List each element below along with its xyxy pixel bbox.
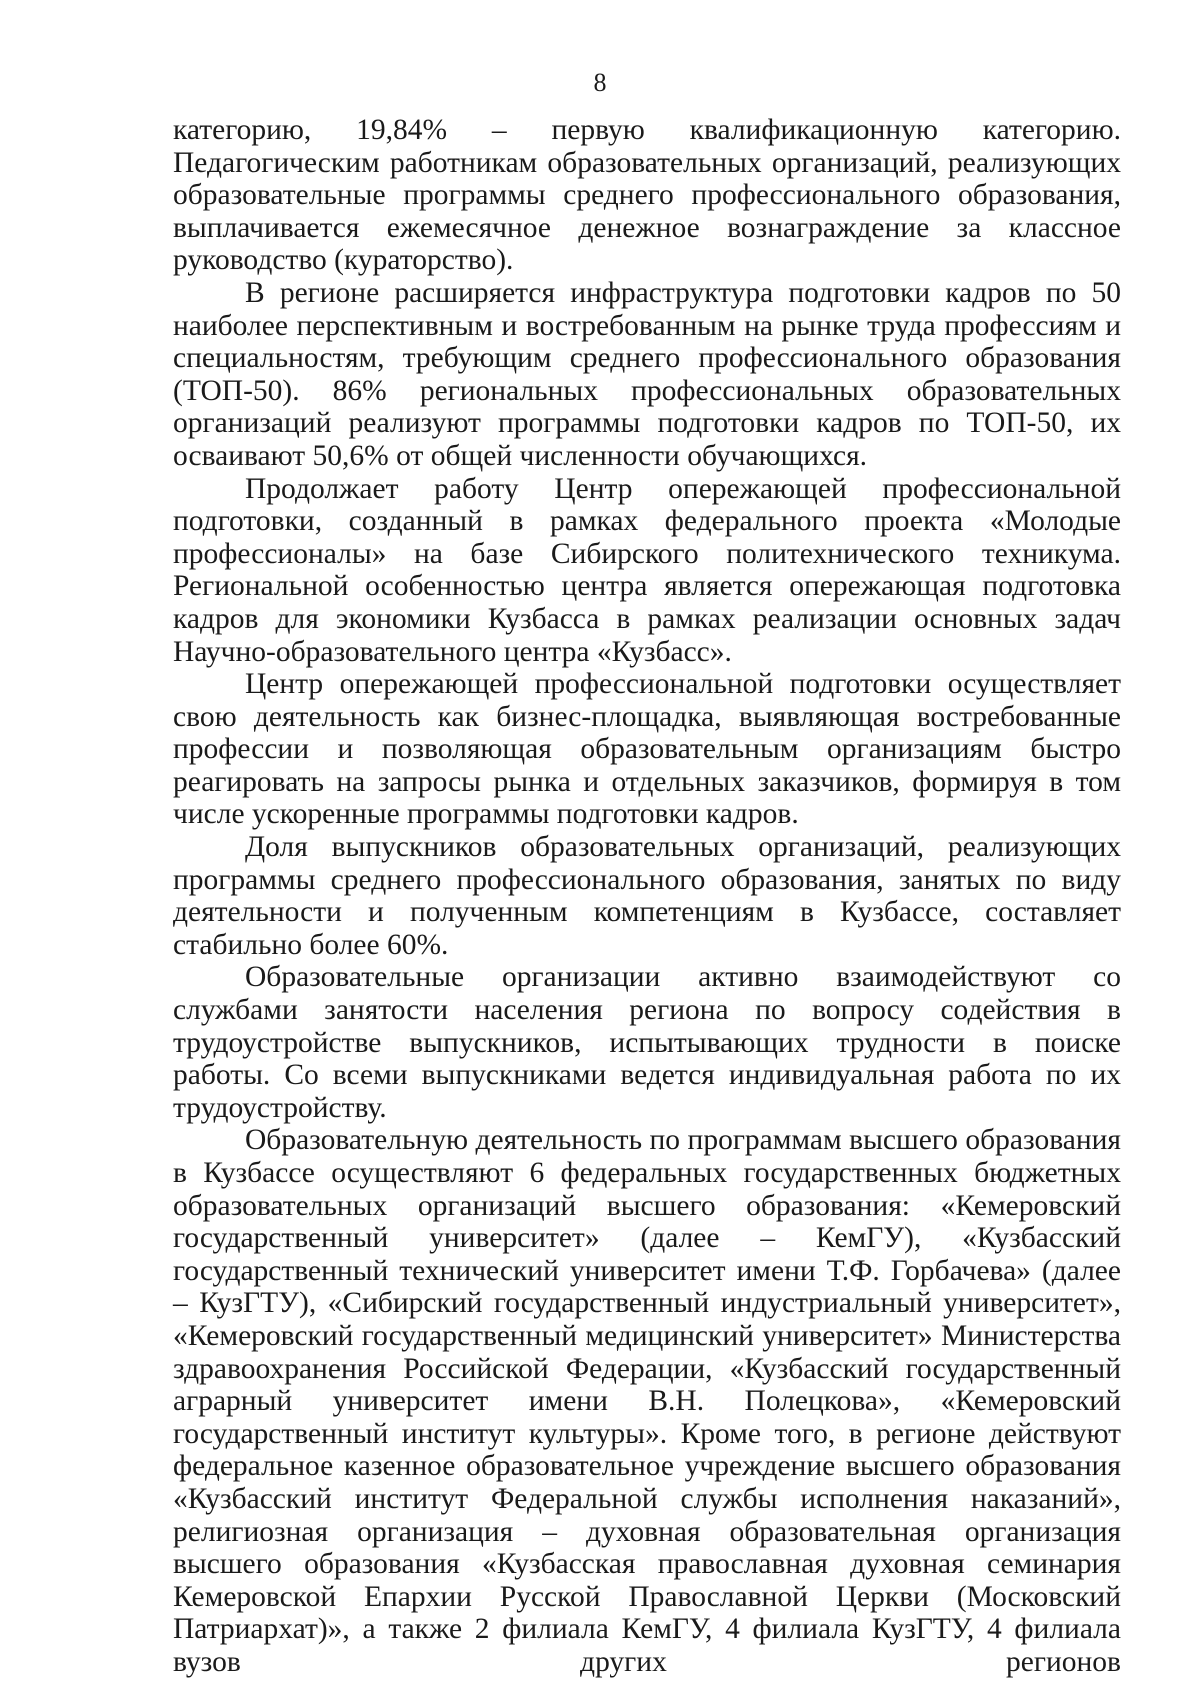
paragraph-higher-education: Образовательную деятельность по программам высшего образования в Кузбассе осуществляют 6 федеральных государственных бюджетных образовательных организаций высшего образования: «Кемеровский государственный университет» (далее – КемГУ), «Кузбасский государственный технический университет имени Т.Ф. Горбачева» (далее – КузГТУ), «Сибирский государственный индустриальный университет», «Кемеровский государственный медицинский университет» Министерства здравоохранения Российской Федерации, «Кузбасский государственный аграрный университет имени В.Н. Полецкова», «Кемеровский государственный институт культуры». Кроме того, в регионе действуют федеральное казенное образовательное учреждение высшего образования «Кузбасский институт Федеральной службы исполнения наказаний», религиозная организация – духовная образовательная организация высшего образования «Кузбасская православная духовная семинария Кемеровской Епархии Русской Православной Церкви (Московский Патриархат)», а также 2 филиала КемГУ, 4 филиала КузГТУ, 4 филиала вузов других регионов [173,1124,1121,1678]
paragraph-employment-services: Образовательные организации активно взаимодействуют со службами занятости населения региона по вопросу содействия в трудоустройстве выпускников, испытывающих трудности в поиске работы. Со всеми выпускниками ведется индивидуальная работа по их трудоустройству. [173,961,1121,1124]
paragraph-business-platform: Центр опережающей профессиональной подготовки осуществляет свою деятельность как бизнес-площадка, выявляющая востребованные профессии и позволяющая образовательным организациям быстро реагировать на запросы рынка и отдельных заказчиков, формируя в том числе ускоренные программы подготовки кадров. [173,668,1121,831]
paragraph-continuation: категорию, 19,84% – первую квалификационную категорию. Педагогическим работникам образовательных организаций, реализующих образовательные программы среднего профессионального образования, выплачивается ежемесячное денежное вознаграждение за классное руководство (кураторство). [173,114,1121,277]
paragraph-training-center: Продолжает работу Центр опережающей профессиональной подготовки, созданный в рамках федерального проекта «Молодые профессионалы» на базе Сибирского политехнического техникума. Региональной особенностью центра является опережающая подготовка кадров для экономики Кузбасса в рамках реализации основных задач Научно-образовательного центра «Кузбасс». [173,472,1121,668]
paragraph-top-50: В регионе расширяется инфраструктура подготовки кадров по 50 наиболее перспективным и востребованным на рынке труда профессиям и специальностям, требующим среднего профессионального образования (ТОП-50). 86% региональных профессиональных образовательных организаций реализуют программы подготовки кадров по ТОП-50, их осваивают 50,6% от общей численности обучающихся. [173,276,1121,472]
page-number: 8 [593,68,607,97]
body-text [173,114,1121,1679]
paragraph-graduates-share: Доля выпускников образовательных организаций, реализующих программы среднего профессионального образования, занятых по виду деятельности и полученным компетенциям в Кузбассе, составляет стабильно более 60%. [173,831,1121,961]
